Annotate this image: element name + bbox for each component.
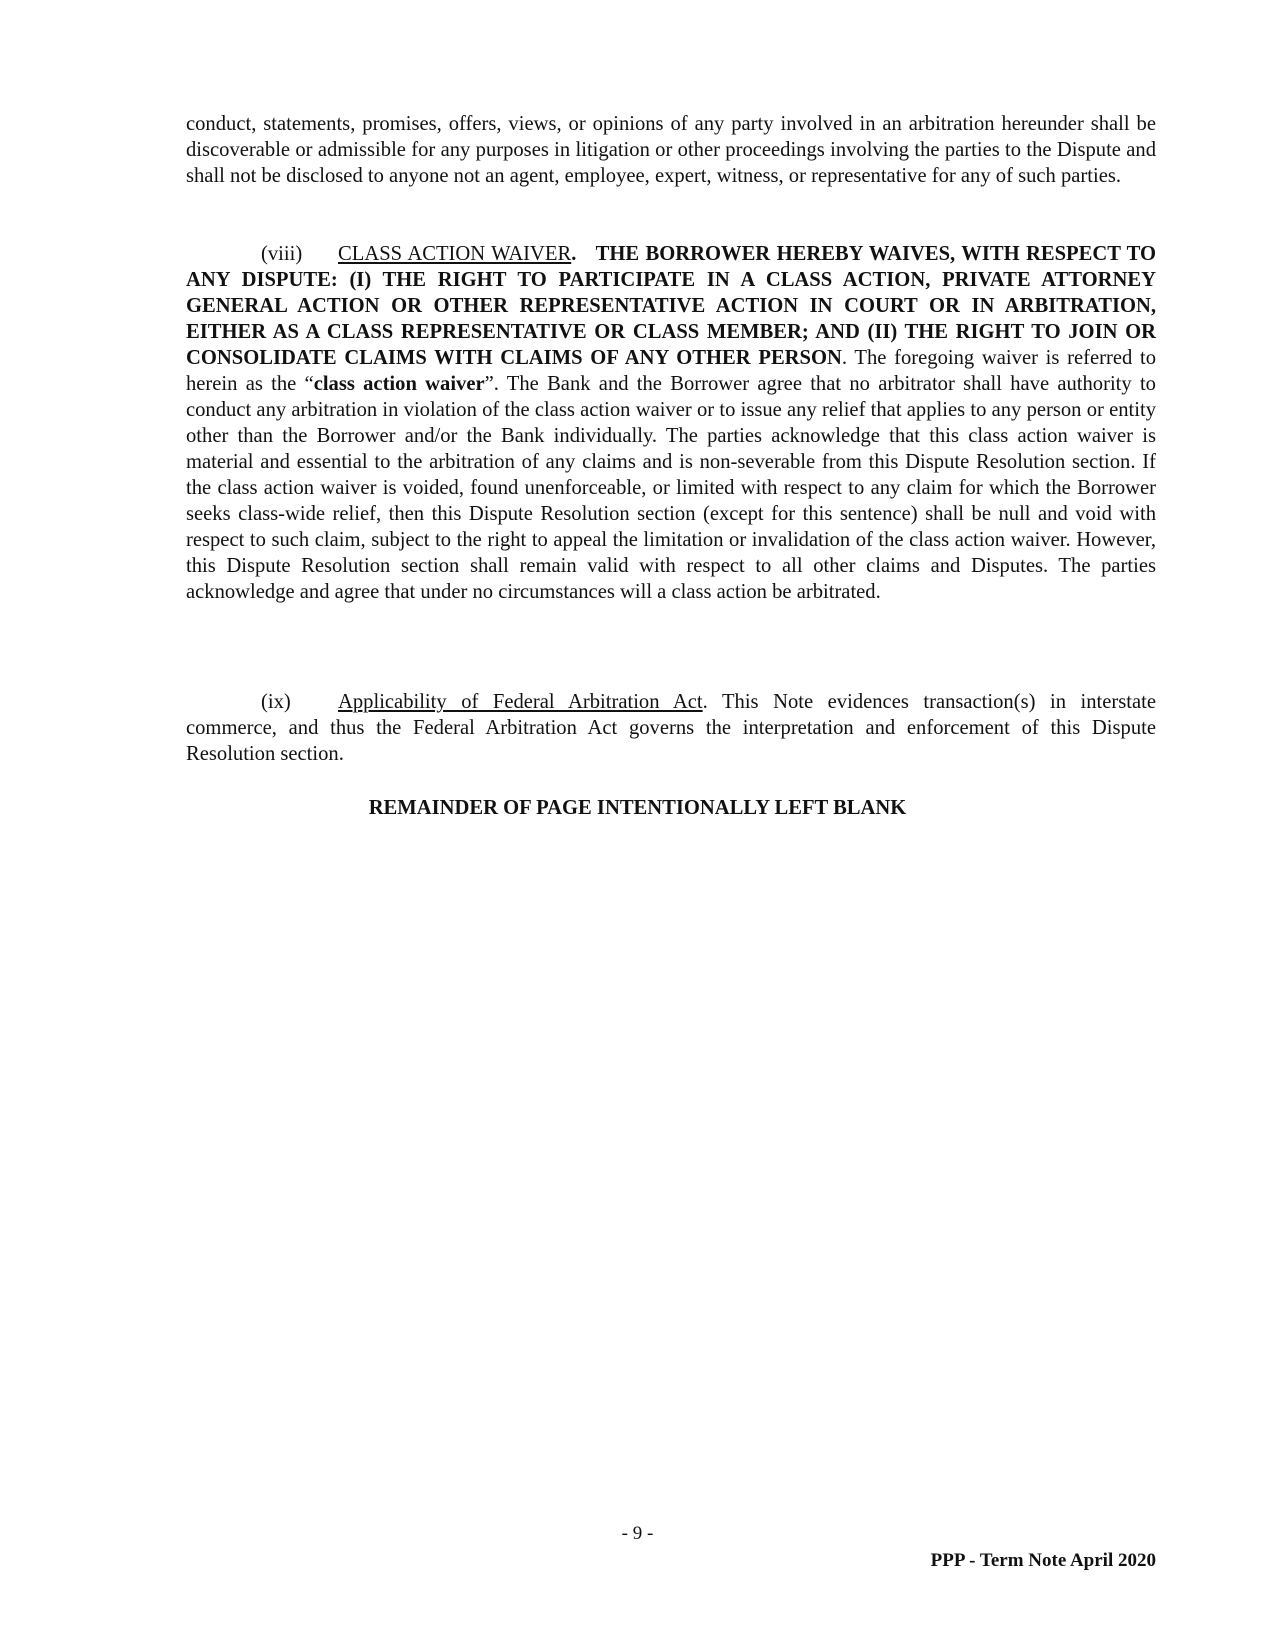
blank-notice: REMAINDER OF PAGE INTENTIONALLY LEFT BLANK [368,797,907,819]
section-viii-defined-term: class action waiver [313,373,485,395]
section-ix-text: . This Note evidences transaction(s) in interstate commerce, and thus the Federal Arbitration Act governs the interpretation and enforcement of this Dispute Resolution section. [186,691,1156,765]
section-ix-paragraph [186,689,1156,767]
section-viii-heading: CLASS ACTION WAIVER [338,243,572,265]
section-viii-text-2: ”. The Bank and the Borrower agree that no arbitrator shall have authority to conduct any arbitration in violation of the class action waiver or to issue any relief that applies to any person or entity other than the Borrower and/or the Bank individually. The parties acknowledge that this class action waiver is material and essential to the arbitration of any claims and is non-severable from this Dispute Resolution section. If the class action waiver is voided, found unenforceable, or limited with respect to any claim for which the Borrower seeks class-wide relief, then this Dispute Resolution section (except for this sentence) shall be null and void with respect to such claim, subject to the right to appeal the limitation or invalidation of the class action waiver. However, this Dispute Resolution section shall remain valid with respect to all other claims and Disputes. The parties acknowledge and agree that under no circumstances will a class action be arbitrated. [186,373,1156,603]
section-viii-heading-period: . [571,243,577,265]
section-viii-numeral: (viii) [261,243,303,265]
section-viii-bold-waiver: THE BORROWER HEREBY WAIVES, WITH RESPECT TO ANY DISPUTE: (I) THE RIGHT TO PARTICIPATE IN A CLASS ACTION, PRIVATE ATTORNEY GENERAL ACTION OR OTHER REPRESENTATIVE ACTION IN COURT OR IN ARBITRATION, EITHER AS A CLASS REPRESENTATIVE OR CLASS MEMBER; AND (II) THE RIGHT TO JOIN OR CONSOLIDATE CLAIMS WITH CLAIMS OF ANY OTHER PERSON [186,243,1156,369]
footer-document-label: PPP - Term Note April 2020 [930,1550,1156,1571]
section-viii-text-1: . The foregoing waiver is referred to herein as the “ [186,347,1156,395]
paragraph-continuation-text: conduct, statements, promises, offers, views, or opinions of any party involved in an arbitration hereunder shall be discoverable or admissible for any purposes in litigation or other proceedings involving the parties to the Dispute and shall not be disclosed to anyone not an agent, employee, expert, witness, or representative for any of such parties. [186,113,1156,187]
paragraph-continuation [186,111,1156,189]
page-number: - 9 - [621,1523,654,1544]
section-ix-heading: Applicability of Federal Arbitration Act [338,691,703,713]
section-ix-numeral: (ix) [261,691,291,713]
section-viii-paragraph [186,241,1156,605]
